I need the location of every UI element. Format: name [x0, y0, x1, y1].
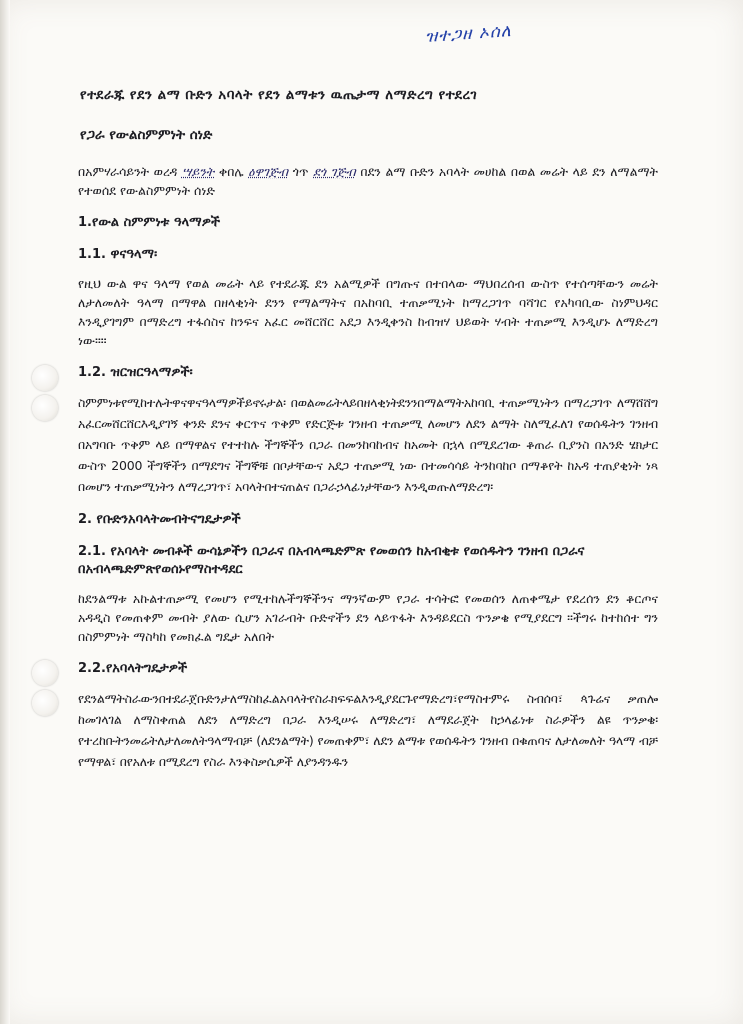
- section-paragraph: የዚህ ውል ዋና ዓላማ የወል መሬት ላይ የተደራጁ ደን አልሚዎች በግጡና በተበላው ማህበረሰብ ውስጥ የተሰጣቸውን መሬት ለታለመለት ዓላማ በማዋል በዘላቂነት ደንን የማልማትና በአከባቢ ተጠቃሚነት ከማረጋገጥ ባሻገር የአካባቢው ስነምህዳር እንዲያገግም በማድረግ ተፋሰስና ከንፍና አፈር መሸርሸር አደጋ እንዲቀንስ ከብዝሃ ህይወት ሃብት ተጠቃሚ እንዲሆኑ ለማድረግ ነው።።: [78, 276, 658, 348]
- page-edge-shadow: [0, 0, 10, 1024]
- section-heading: 1.1. ዋናዓላማ፡: [78, 247, 158, 262]
- intro-paragraph: [78, 162, 658, 200]
- punch-hole: [32, 395, 58, 421]
- filled-field-woreda: ሣይንት: [181, 164, 215, 179]
- section-heading: 1.የውል ስምምነቱ ዓላማዎች: [78, 215, 221, 230]
- punch-hole: [32, 690, 58, 716]
- punch-hole: [32, 365, 58, 391]
- filled-field-got: ደጎ ገጅብ: [313, 164, 356, 179]
- intro-text: ጎጥ: [292, 164, 314, 179]
- intro-text: ቀበሌ: [218, 164, 249, 179]
- punch-hole: [32, 660, 58, 686]
- section-heading: 2.1. የአባላት መብቶች ውሳኔዎችን በጋራና በአብላጫድምጽ የመወሰን ከአብቂቱ የወሰዱትን ገንዘብ በጋራና በአብላጫድምጽየወሰኑየማስተዳደር: [78, 544, 585, 577]
- handwritten-note: ዝተጋዘ ኦሰለ: [424, 20, 513, 48]
- intro-text: በደን ልማ ቡድን አባላት መሀከል በወል መሬት ላይ ደን ለማልማት የተወሰደ የውልስምምነት ሰነድ: [78, 164, 658, 198]
- section-heading: 2.2.የአባላትግዴታዎች: [78, 661, 188, 676]
- section-paragraph: ከደንልማቱ አኩልተጠቃሚ የመሆን የሚተከሉችግኞችንና ማንኛውም የጋራ ተሳትፎ የመወሰን ለጠቀሜታ የደረሰን ደን ቆርጦና አዳዲስ የመጠቀም መብት ያለው ሲሆን አገራብት ቡድኖችን ደን ላይጥፋት እንዳይደርስ ጥንቃቄ የሚያደርግ ።ችግሩ ከተከሰተ ግን በስምምነት ማስካከ የመክፈል ግዴታ አለበት: [78, 591, 658, 644]
- section-heading: 1.2. ዝርዝርዓላማዎች፡: [78, 365, 193, 380]
- section-paragraph: የደንልማትስራውንበተደራጀቡድንታለማስከፈልአባላትየስራክፍፍልእንዲያደርጉየማድረግ፣የማስተምሩ ስብሰባ፣ ጳጉሬና ቃጠሎ ከመገላገል ለማስቀጠል ለደን ለማድረግ በጋራ እንዲሠሩ ለማድረግ፣ ለማደራጀት ከኃላፊነቱ ስራዎችን ልዩ ጥንቃቄ፡ የተረከቡትንመሬትለታለመለትዓላማብቻ (ለደንልማት) የመጠቀም፣ ለደን ልማቱ የወሰዱትን ገንዘብ በቁጠባና ለታለመለት ዓላማ ብቻ የማዋል፣ በየአለቱ በሚደረግ የስራ እንቅስቃሴዎች ለያንዳንዱን: [78, 691, 658, 769]
- document-title: የተደራጁ የደን ልማ ቡድን አባላት የደን ልማቱን ዉጤታማ ለማድረግ የተደረገ: [80, 87, 478, 103]
- intro-text: በአምሃራሳይንት ወረዳ: [78, 164, 182, 179]
- document-body: [78, 86, 658, 780]
- section-paragraph: ስምምነቱየሚከተሉትዋናዋናዓላማዎችይኖሩታል፡ በወልመሬትላይበዘላቂነትደንንበማልማትአከባቢ ተጠቃሚነትን በማረጋገጥ ለማሸሸግ አፈርመሸርሸርእዲያገኝ ቀንድ ደንና ቀርጥና ጥቅም የድርጅቱ ገንዘብ ተጠቃሚ ለመሆን ለደን ልማት ስለሚፈለገ የወሰዱትን ገንዘብ በአግባቡ ጥቅም ላይ በማዋልና የተተከሉ ችግኞችን በጋራ በመንከባከብና ከአመት በኋላ በሚደረገው ቆጠራ ቢያንስ በአንድ ሄክታር ውስጥ 2000 ችግኞችን በማደግና ችግኞቹ በቦታቸውና አደጋ ተጠቃሚ ነው በተመሳሳይ ትንከባከቦ በማቆየት ከአዳ ተጠያቂነት ነጻ በመሆን ተጠቃሚነትን ለማረጋገጥ፣ አባላትበተናጠልና በጋራኃላፊነታቸውን እንዲወጡለማድረግ፡: [78, 395, 658, 494]
- filled-field-kebele: ዕዋገጅብ: [248, 164, 289, 179]
- section-heading: 2. የቡድንአባላትመብትናግዴታዎች: [78, 512, 241, 527]
- document-subtitle: የጋራ የውልስምምነት ሰነድ: [80, 127, 213, 143]
